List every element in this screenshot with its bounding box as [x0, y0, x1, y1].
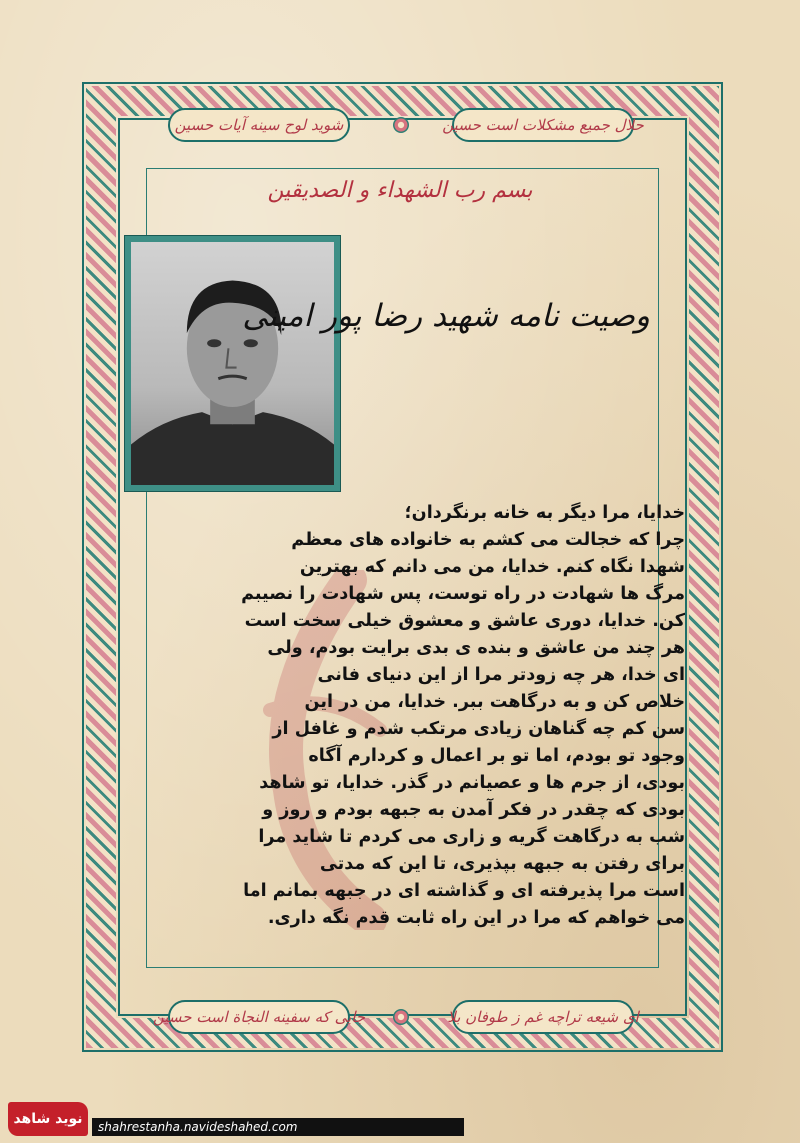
- testament-text: [150, 500, 685, 932]
- footer-cartouche-left-text: جایی که سفینه النجاة است حسین: [152, 1008, 366, 1026]
- site-url[interactable]: shahrestanha.navideshahed.com: [92, 1118, 464, 1136]
- page-title: وصیت نامه شهید رضا پور امینی: [242, 298, 650, 334]
- testament-line: چرا که خجالت می کشم به خانواده های معظم: [291, 530, 685, 550]
- footer-cartouche-right: [447, 1000, 639, 1034]
- testament-line: وجود تو بودم، اما تو بر اعمال و کردارم آگاه: [308, 746, 685, 766]
- portrait-photo: [131, 242, 334, 485]
- testament-line: بودی که چقدر در فکر آمدن به جبهه بودم و روز و: [262, 800, 685, 820]
- header-cartouche-left-text: شوید لوح سینه آیات حسین: [174, 116, 344, 134]
- site-logo[interactable]: نوید شاهد: [8, 1102, 88, 1136]
- testament-line: سن کم چه گناهان زیادی مرتکب شدم و غافل از: [272, 719, 685, 739]
- portrait-frame: [125, 236, 340, 491]
- testament-line: مرگ ها شهادت در راه توست، پس شهادت را نصیبم: [241, 584, 685, 604]
- rosette-icon: [393, 117, 409, 133]
- testament-line: بودی، از جرم ها و عصیانم در گذر. خدایا، تو شاهد: [259, 773, 685, 793]
- testament-line: خلاص کن و به درگاهت ببر. خدایا، من در این: [304, 692, 685, 712]
- testament-line: هر چند من عاشق و بنده ی بدی برایت بودم، ولی: [267, 638, 685, 658]
- testament-line: است مرا پذیرفته ای و گذاشته ای در جبهه بمانم اما: [243, 881, 685, 901]
- header-cartouche-left: [168, 108, 350, 142]
- testament-line: شب به درگاهت گریه و زاری می کردم تا شاید مرا: [258, 827, 685, 847]
- footer-cartouche-left: [152, 1000, 366, 1034]
- header-cartouche-right-text: حلال جمیع مشکلات است حسین: [442, 116, 644, 134]
- testament-line: خدایا، مرا دیگر به خانه برنگردان؛: [404, 503, 685, 523]
- bismillah: بسم رب الشهداء و الصدیقین: [267, 178, 533, 203]
- rosette-icon: [393, 1009, 409, 1025]
- testament-line: شهدا نگاه کنم. خدایا، من می دانم که بهترین: [299, 557, 685, 577]
- testament-line: کن. خدایا، دوری عاشق و معشوق خیلی سخت است: [244, 611, 685, 631]
- testament-line: ای خدا، هر چه زودتر مرا از این دنیای فانی: [317, 665, 685, 685]
- portrait-silhouette: [131, 242, 334, 485]
- testament-line: می خواهم که مرا در این راه ثابت قدم نگه داری.: [267, 908, 685, 928]
- header-cartouche-right: [442, 108, 644, 142]
- testament-line: برای رفتن به جبهه بپذیری، تا این که مدتی: [319, 854, 685, 874]
- footer-cartouche-right-text: ای شیعه تراچه غم ز طوفان بلا: [447, 1008, 639, 1026]
